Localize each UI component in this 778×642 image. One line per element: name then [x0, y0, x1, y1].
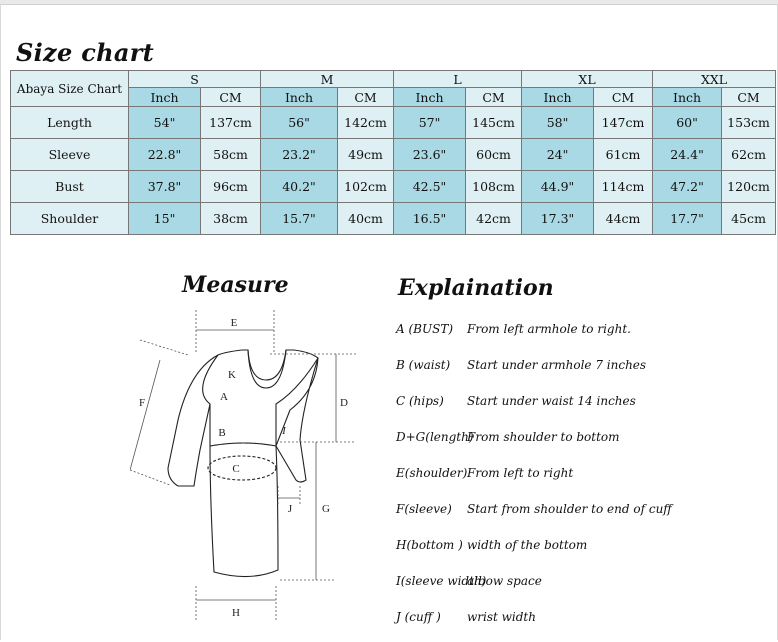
- label-i: I: [282, 425, 286, 437]
- explanation-desc: Start under armhole 7 inches: [467, 358, 647, 372]
- table-cell: 96cm: [201, 171, 261, 203]
- unit-cm: CM: [201, 88, 261, 107]
- table-cell: 23.6": [394, 139, 466, 171]
- label-c: C: [232, 463, 240, 475]
- size-header-s: S: [129, 71, 261, 88]
- dress-outline: [203, 350, 318, 577]
- explanation-key: C (hips): [396, 394, 444, 408]
- label-b: B: [218, 427, 226, 439]
- table-cell: 60": [653, 107, 722, 139]
- table-cell: 37.8": [129, 171, 201, 203]
- label-a: A: [220, 391, 228, 403]
- chart-corner-label: Abaya Size Chart: [11, 71, 129, 107]
- waist-line: [210, 443, 276, 446]
- table-cell: 114cm: [594, 171, 653, 203]
- unit-inch: Inch: [261, 88, 338, 107]
- abaya-measurement-diagram: [130, 300, 370, 630]
- size-header-row: [11, 71, 776, 88]
- table-cell: 49cm: [338, 139, 394, 171]
- label-k: K: [228, 369, 236, 381]
- explanation-key: A (BUST): [396, 322, 453, 336]
- table-row: [11, 139, 776, 171]
- table-cell: 44.9": [522, 171, 594, 203]
- size-header-m: M: [261, 71, 394, 88]
- table-cell: 17.3": [522, 203, 594, 235]
- table-row: [11, 171, 776, 203]
- label-f: F: [138, 397, 146, 409]
- explanation-desc: Start under waist 14 inches: [467, 394, 636, 408]
- size-header-xl: XL: [522, 71, 653, 88]
- table-cell: 56": [261, 107, 338, 139]
- table-cell: 61cm: [594, 139, 653, 171]
- table-cell: 62cm: [722, 139, 776, 171]
- table-row: [11, 107, 776, 139]
- table-cell: 40cm: [338, 203, 394, 235]
- label-j: J: [287, 503, 293, 515]
- table-cell: 44cm: [594, 203, 653, 235]
- explanation-desc: Start from shoulder to end of cuff: [467, 502, 672, 516]
- table-cell: 24": [522, 139, 594, 171]
- unit-cm: CM: [466, 88, 522, 107]
- page-title: Size chart: [16, 38, 155, 67]
- size-header-xxl: XXL: [653, 71, 776, 88]
- explanation-key: I(sleeve width): [396, 574, 487, 588]
- right-sleeve: [276, 358, 318, 482]
- table-cell: 15": [129, 203, 201, 235]
- table-cell: 58cm: [201, 139, 261, 171]
- explanation-desc: From shoulder to bottom: [467, 430, 620, 444]
- table-cell: 22.8": [129, 139, 201, 171]
- row-label-length: Length: [11, 107, 129, 139]
- explanation-key: E(shoulder): [396, 466, 468, 480]
- explanation-desc: width of the bottom: [467, 538, 588, 552]
- explanation-title: Explaination: [398, 275, 554, 301]
- explanation-desc: From left to right: [467, 466, 574, 480]
- hip-ellipse: [208, 456, 276, 480]
- explanation-key: H(bottom ): [396, 538, 463, 552]
- unit-inch: Inch: [129, 88, 201, 107]
- explanation-key: F(sleeve): [396, 502, 452, 516]
- label-e: E: [230, 317, 238, 329]
- table-cell: 54": [129, 107, 201, 139]
- explanation-desc: albow space: [467, 574, 542, 588]
- label-d: D: [340, 397, 348, 409]
- table-cell: 120cm: [722, 171, 776, 203]
- size-header-l: L: [394, 71, 522, 88]
- table-cell: 24.4": [653, 139, 722, 171]
- unit-cm: CM: [722, 88, 776, 107]
- table-cell: 57": [394, 107, 466, 139]
- table-cell: 47.2": [653, 171, 722, 203]
- unit-inch: Inch: [522, 88, 594, 107]
- table-cell: 108cm: [466, 171, 522, 203]
- size-chart-table: [10, 70, 776, 235]
- table-cell: 58": [522, 107, 594, 139]
- explanation-key: J (cuff ): [396, 610, 441, 624]
- table-cell: 153cm: [722, 107, 776, 139]
- table-cell: 142cm: [338, 107, 394, 139]
- table-cell: 16.5": [394, 203, 466, 235]
- explanation-key: D+G(length): [396, 430, 474, 444]
- table-cell: 23.2": [261, 139, 338, 171]
- unit-cm: CM: [594, 88, 653, 107]
- table-cell: 17.7": [653, 203, 722, 235]
- row-label-sleeve: Sleeve: [11, 139, 129, 171]
- table-cell: 137cm: [201, 107, 261, 139]
- explanation-desc: wrist width: [467, 610, 536, 624]
- table-cell: 40.2": [261, 171, 338, 203]
- table-cell: 45cm: [722, 203, 776, 235]
- label-g: G: [322, 503, 330, 515]
- unit-cm: CM: [338, 88, 394, 107]
- table-cell: 102cm: [338, 171, 394, 203]
- explanation-desc: From left armhole to right.: [467, 322, 631, 336]
- row-label-bust: Bust: [11, 171, 129, 203]
- table-cell: 15.7": [261, 203, 338, 235]
- explanation-key: B (waist): [396, 358, 451, 372]
- label-h: H: [232, 607, 240, 619]
- table-cell: 145cm: [466, 107, 522, 139]
- unit-inch: Inch: [653, 88, 722, 107]
- table-cell: 42.5": [394, 171, 466, 203]
- measure-title: Measure: [182, 272, 289, 298]
- table-cell: 60cm: [466, 139, 522, 171]
- unit-inch: Inch: [394, 88, 466, 107]
- table-cell: 42cm: [466, 203, 522, 235]
- table-cell: 38cm: [201, 203, 261, 235]
- table-row: [11, 203, 776, 235]
- table-cell: 147cm: [594, 107, 653, 139]
- row-label-shoulder: Shoulder: [11, 203, 129, 235]
